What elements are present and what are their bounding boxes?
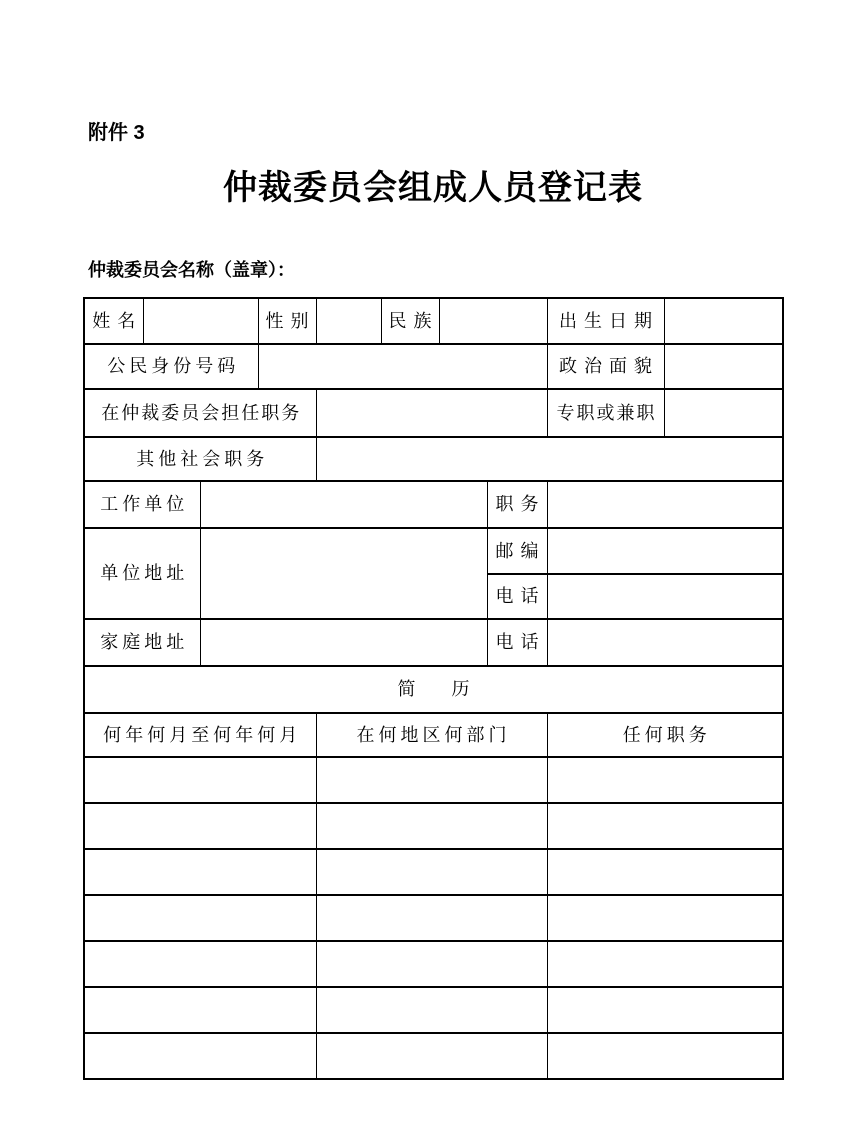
birth-date-label: 出生日期 — [547, 298, 664, 344]
committee-position-field[interactable] — [316, 389, 547, 437]
resume-period-cell[interactable] — [84, 895, 316, 941]
resume-place-cell[interactable] — [316, 941, 547, 987]
name-label: 姓名 — [84, 298, 143, 344]
row-resume-title — [84, 666, 783, 713]
birth-date-field[interactable] — [664, 298, 783, 344]
resume-period-cell[interactable] — [84, 757, 316, 803]
resume-section-title: 简 历 — [84, 666, 783, 713]
resume-empty-row — [84, 895, 783, 941]
work-unit-label: 工作单位 — [84, 481, 200, 528]
resume-place-cell[interactable] — [316, 757, 547, 803]
ethnicity-field[interactable] — [439, 298, 547, 344]
resume-period-header: 何年何月至何年何月 — [84, 713, 316, 757]
resume-period-cell[interactable] — [84, 1033, 316, 1079]
resume-place-cell[interactable] — [316, 849, 547, 895]
name-field[interactable] — [143, 298, 258, 344]
resume-empty-row — [84, 1033, 783, 1079]
other-social-positions-field[interactable] — [316, 437, 783, 481]
row-citizen-id — [84, 344, 783, 389]
resume-position-cell[interactable] — [547, 1033, 783, 1079]
resume-place-header: 在何地区何部门 — [316, 713, 547, 757]
political-status-label: 政治面貌 — [547, 344, 664, 389]
other-social-positions-label: 其他社会职务 — [84, 437, 316, 481]
row-unit-address-postal — [84, 528, 783, 574]
resume-period-cell[interactable] — [84, 941, 316, 987]
gender-label: 性别 — [258, 298, 316, 344]
row-resume-headers — [84, 713, 783, 757]
unit-address-field[interactable] — [200, 528, 487, 619]
page-title: 仲裁委员会组成人员登记表 — [223, 170, 643, 207]
home-address-field[interactable] — [200, 619, 487, 666]
citizen-id-field[interactable] — [258, 344, 547, 389]
resume-place-cell[interactable] — [316, 987, 547, 1033]
row-committee-position — [84, 389, 783, 437]
home-phone-field[interactable] — [547, 619, 783, 666]
resume-position-cell[interactable] — [547, 849, 783, 895]
postal-code-field[interactable] — [547, 528, 783, 574]
full-or-part-time-label: 专职或兼职 — [547, 389, 664, 437]
resume-place-cell[interactable] — [316, 803, 547, 849]
home-address-label: 家庭地址 — [84, 619, 200, 666]
resume-period-cell[interactable] — [84, 987, 316, 1033]
unit-address-label: 单位地址 — [84, 528, 200, 619]
resume-empty-row — [84, 941, 783, 987]
row-work-unit — [84, 481, 783, 528]
resume-place-cell[interactable] — [316, 895, 547, 941]
job-title-label: 职务 — [487, 481, 547, 528]
resume-position-header: 任何职务 — [547, 713, 783, 757]
unit-phone-label: 电话 — [487, 574, 547, 619]
row-home-address — [84, 619, 783, 666]
resume-empty-row — [84, 849, 783, 895]
work-unit-field[interactable] — [200, 481, 487, 528]
ethnicity-label: 民族 — [381, 298, 439, 344]
row-basic-info — [84, 298, 783, 344]
unit-phone-field[interactable] — [547, 574, 783, 619]
full-or-part-time-field[interactable] — [664, 389, 783, 437]
attachment-label: 附件 3 — [88, 122, 145, 144]
resume-position-cell[interactable] — [547, 941, 783, 987]
resume-position-cell[interactable] — [547, 895, 783, 941]
committee-name-label: 仲裁委员会名称（盖章）： — [88, 260, 295, 280]
resume-empty-row — [84, 987, 783, 1033]
citizen-id-label: 公民身份号码 — [84, 344, 258, 389]
resume-empty-row — [84, 803, 783, 849]
resume-period-cell[interactable] — [84, 803, 316, 849]
resume-position-cell[interactable] — [547, 757, 783, 803]
political-status-field[interactable] — [664, 344, 783, 389]
committee-position-label: 在仲裁委员会担任职务 — [84, 389, 316, 437]
resume-entries — [84, 757, 783, 1079]
job-title-field[interactable] — [547, 481, 783, 528]
resume-place-cell[interactable] — [316, 1033, 547, 1079]
postal-code-label: 邮编 — [487, 528, 547, 574]
home-phone-label: 电话 — [487, 619, 547, 666]
gender-field[interactable] — [316, 298, 381, 344]
resume-position-cell[interactable] — [547, 803, 783, 849]
resume-position-cell[interactable] — [547, 987, 783, 1033]
registration-table — [83, 297, 784, 1080]
resume-empty-row — [84, 757, 783, 803]
resume-period-cell[interactable] — [84, 849, 316, 895]
row-other-positions — [84, 437, 783, 481]
